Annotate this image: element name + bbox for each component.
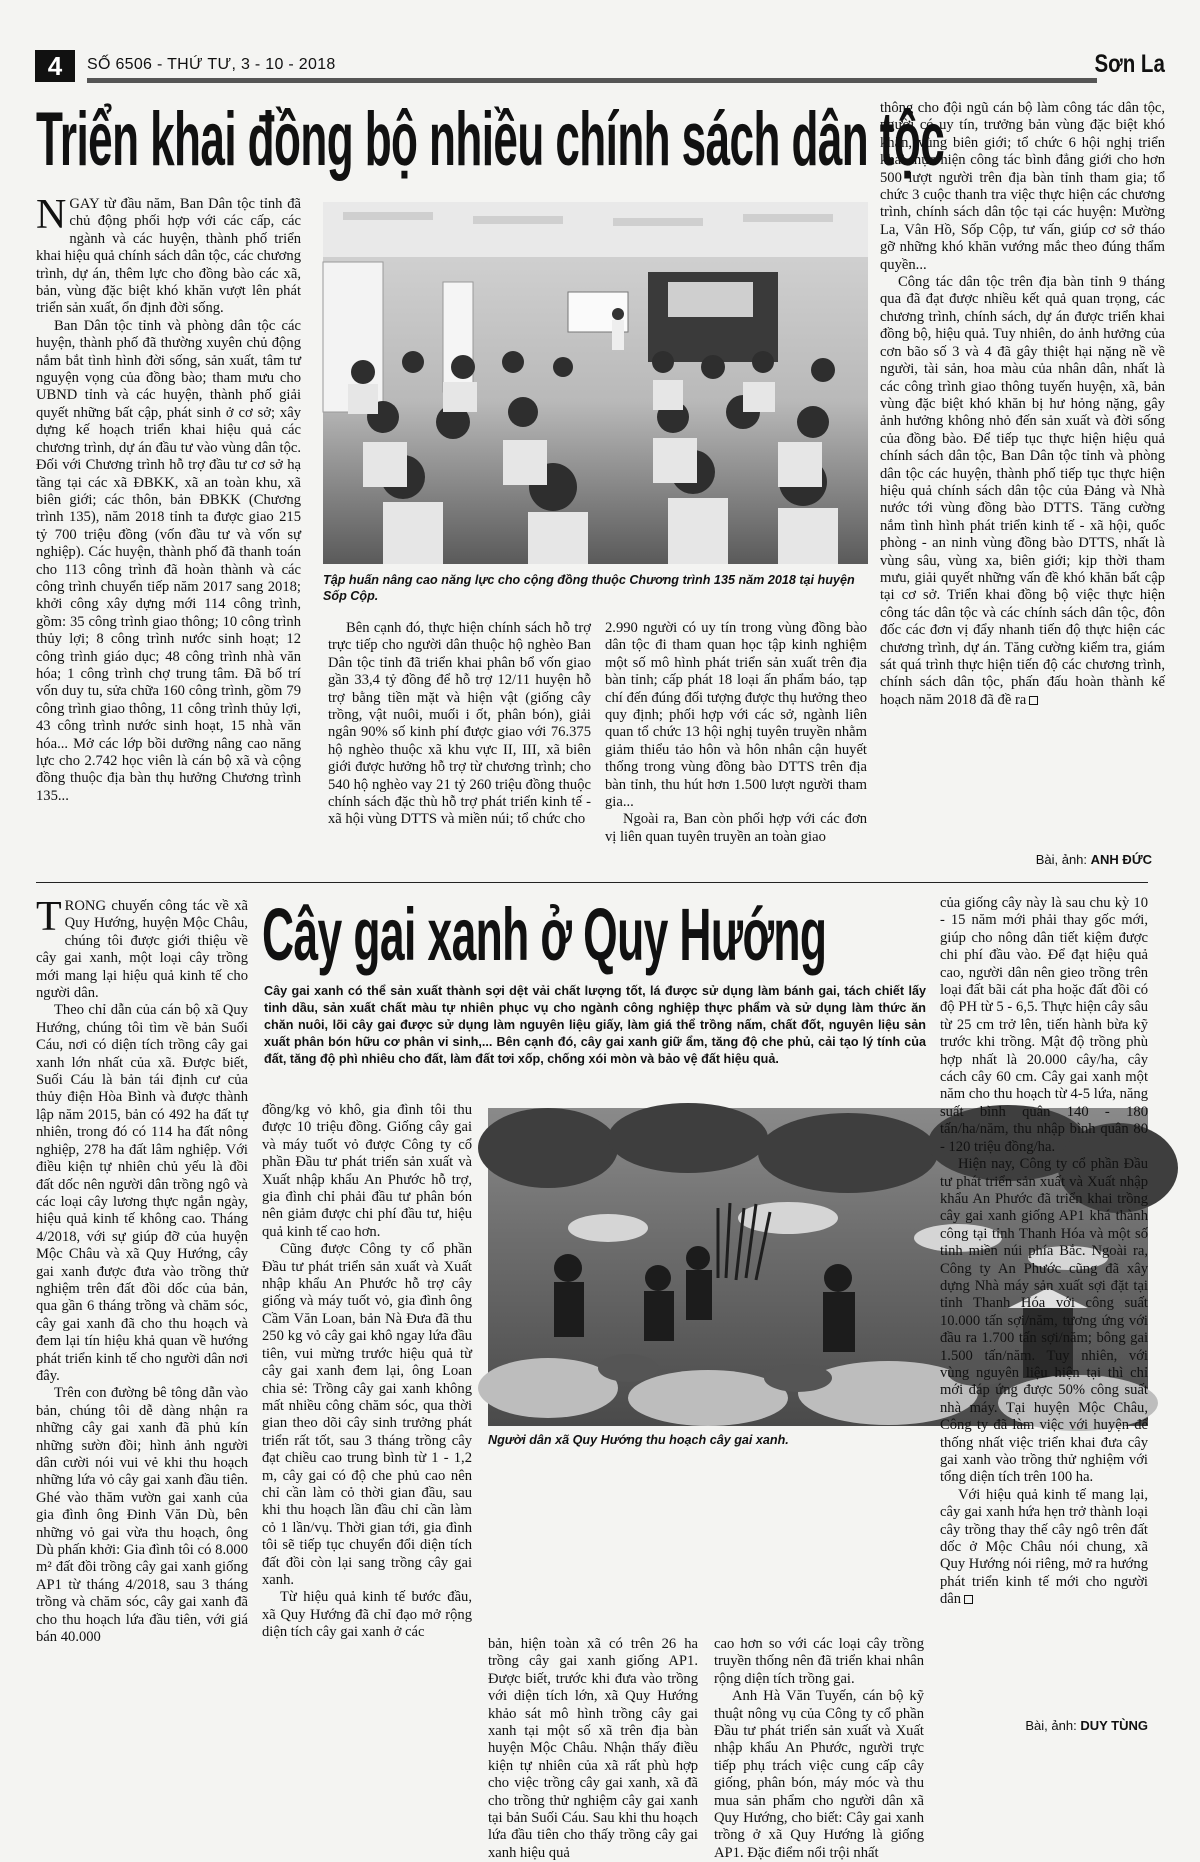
article2-paragraph: Với hiệu quả kinh tế mang lại, cây gai xanh hứa hẹn trở thành loại cây trồng thay thế cây ngô trên đất dốc ở Mộc Châu nói chung, xã Quy Hướng nói riêng, mở ra hướng phát triển kinh tế mới cho người dân: [940, 1486, 1148, 1608]
article1-headline: Triển khai đồng bộ nhiều chính sách dân tộc: [36, 97, 945, 182]
article2-column-3: [488, 1636, 698, 1861]
byline-label: Bài, ảnh:: [1025, 1718, 1077, 1733]
page-header: [35, 48, 1165, 84]
article1-paragraph: thông cho đội ngũ cán bộ làm công tác dân tộc, người có uy tín, trưởng bản vùng đặc biệt khó khăn, vùng biên giới; tổ chức 6 hội nghị triển khai thực hiện công tác bình đẳng giới cho hơn 500 lượt người trên địa bàn tỉnh tham gia; tổ chức 3 cuộc thanh tra việc thực hiện các chương trình, chính sách dân tộc tại các huyện: Mường La, Vân Hồ, Sốp Cộp, tư vấn, giúp cơ sở tháo gỡ những khó khăn vướng mắc theo đúng thẩm quyền...: [880, 100, 1165, 273]
article2-sapo: Cây gai xanh có thể sản xuất thành sợi dệt vải chất lượng tốt, lá được sử dụng làm bánh gai, tách chiết lấy tinh dầu, sản xuất chất màu tự nhiên phục vụ cho ngành công nghiệp thực phẩm và sử dụng làm thức ăn chăn nuôi, lõi cây gai được sử dụng làm nguyên liệu giấy, làm giá thể trồng nấm, chất đốt, nguyên liệu sản xuất phân bón hữu cơ phân vi sinh,... Bên cạnh đó, cây gai xanh giữ ẩm, tăng độ che phủ, cải tạo lý tính của đất, tăng độ phì nhiêu cho đất, làm đất tơi xốp, chống xói mòn và bảo vệ đất hiệu quả.: [264, 984, 926, 1066]
article2-paragraph: Hiện nay, Công ty cổ phần Đầu tư phát triển sản xuất và Xuất nhập khẩu An Phước đã triển khai trồng cây gai xanh giống AP1 khá thành công tại tỉnh Thanh Hóa và một số tỉnh miền núi phía Bắc. Ngoài ra, Công ty An Phước cũng đã xây dựng Nhà máy sản xuất sợi đặt tại tỉnh Thanh Hóa với công suất 10.000 tấn sợi/năm, tương ứng với đầu ra 1.700 tấn sợi/năm; bông gai 1.500 tấn/năm. Tuy nhiên, với vùng nguyên liệu hiện tại thì chỉ mới đáp ứng được 50% công suất nhà máy. Tại huyện Mộc Châu, Công ty đã làm việc với huyện để thống nhất việc triển khai đưa cây gai xanh vào trồng thử nghiệm với tổng diện tích trên 100 ha.: [940, 1156, 1148, 1486]
article2-column-5: [940, 895, 1148, 1715]
article1-byline: [880, 852, 1152, 867]
article1-paragraph: Bên cạnh đó, thực hiện chính sách hỗ trợ trực tiếp cho người dân thuộc hộ nghèo Ban Dân tộc tỉnh đã triển khai phân bổ vốn giao gần 33,4 tỷ đồng để hỗ trợ 12/11 huyện hỗ trợ bằng tiền mặt và hiện vật (giống cây trồng, vật nuôi, muối i ốt, phân bón), giải ngân 90% số kinh phí được giao với 76.375 hộ nghèo thuộc xã khu vực II, III, xã biên giới được hưởng hỗ trợ từ chương trình; cho 540 hộ nghèo vay 21 tỷ 260 triệu đồng thuộc chính sách đặc thù hỗ trợ phát triển kinh tế - xã hội vùng DTTS và miền núi; tổ chức cho: [328, 620, 591, 828]
page-number: 4: [35, 50, 75, 82]
article1-column-3: [605, 620, 867, 870]
issue-info: SỐ 6506 - THỨ TƯ, 3 - 10 - 2018: [87, 56, 336, 73]
section-name: Sơn La: [1094, 50, 1165, 78]
article1-paragraph: Ngoài ra, Ban còn phối hợp với các đơn vị liên quan tuyên truyền an toàn giao: [605, 811, 867, 845]
article2-photo-caption: Người dân xã Quy Hướng thu hoạch cây gai xanh.: [488, 1433, 789, 1447]
article1-dropcap: N: [36, 192, 67, 238]
article2-paragraph: cao hơn so với các loại cây trồng truyền thống nên đã triển khai nhân rộng diện tích trồng gai.: [714, 1636, 924, 1687]
article2-paragraph: Cũng được Công ty cổ phần Đầu tư phát triển sản xuất và Xuất nhập khẩu An Phước hỗ trợ cây giống và máy tuốt vỏ, gia đình ông Cầm Văn Loan, bản Nà Đưa đã thu 250 kg vỏ cây gai khô ngay lứa đầu tiên, vui mừng trước hiệu quả từ cây gai xanh đem lại, ông Loan chia sẻ: Trồng cây gai xanh không mất nhiều công chăm sóc, qua thời gian theo dõi cây sinh trưởng phát triển rất tốt, sau 3 tháng trồng cây đạt chiều cao trung bình từ 1 - 1,2 m, cây gai có độ che phủ cao nên chỉ cần làm cỏ thời gian đầu, sau khi thu hoạch lần đầu chỉ cần làm cỏ 1 lần/vụ. Thời gian tới, gia đình tôi sẽ tiếp tục chuyển đổi diện tích đất đồi còn lại sang trồng cây gai xanh.: [262, 1241, 472, 1588]
article2-paragraph: TRONG chuyến công tác về xã Quy Hướng, huyện Mộc Châu, chúng tôi được giới thiệu về cây gai xanh, một loại cây trồng mới mang lại hiệu quả kinh tế cho người dân.: [36, 894, 248, 1002]
training-hall-photo-icon: [323, 202, 868, 564]
article2-paragraph: Từ hiệu quả kinh tế bước đầu, xã Quy Hướng đã chỉ đạo mở rộng diện tích cây gai xanh ở các: [262, 1589, 472, 1641]
article2-byline: [940, 1718, 1148, 1733]
article-divider: [36, 882, 1148, 883]
article1-column-1: [36, 192, 301, 868]
article2-headline: Cây gai xanh ở Quy Hướng: [262, 893, 827, 976]
article2-column-1: [36, 894, 248, 1728]
article2-paragraph: Trên con đường bê tông dẫn vào bản, chúng tôi dễ dàng nhận ra những cây gai xanh đã phủ kín những sườn đồi; hình ảnh người dân cười nói vui vẻ khi thu hoạch những lứa vỏ cây gai xanh đầu tiên. Ghé vào thăm vườn gai xanh của gia đình ông Đinh Văn Dù, bên những vỏ gai vừa thu hoạch, ông Dù phấn khởi: Gia đình tôi có 8.000 m² đất đồi trồng cây gai xanh giống AP1 từ tháng 4/2018, sau 3 tháng trồng và chăm sóc, cây gai xanh đã cho thu hoạch lứa đầu tiên, với giá bán 40.000: [36, 1385, 248, 1646]
end-mark-icon: [1029, 696, 1038, 705]
article2-paragraph: đồng/kg vỏ khô, gia đình tôi thu được 10 triệu đồng. Giống cây gai và máy tuốt vỏ được Công ty cổ phần Đầu tư phát triển sản xuất và Xuất nhập khẩu An Phước hỗ trợ, gia đình chỉ phải đầu tư phân bón nên giảm được chi phí đầu tư, hiệu quả kinh tế cao hơn.: [262, 1102, 472, 1240]
article1-paragraph: Công tác dân tộc trên địa bàn tỉnh 9 tháng qua đã đạt được nhiều kết quả quan trọng, các chương trình, chính sách, dự án được triển khai đồng bộ, hiệu quả. Tuy nhiên, do ảnh hưởng của cơn bão số 3 và 4 đã gây thiệt hại nặng nề về người, tài sản, hoa màu của nhân dân, nhất là các công trình giao thông tuyến huyện, xã, bản vùng đặc biệt khó khăn bị hư hỏng nặng, gây ảnh hưởng không nhỏ đến sản xuất và đời sống của đồng bào. Để tiếp tục thực hiện hiệu quả chính sách dân tộc, Ban Dân tộc tỉnh và phòng dân tộc các huyện, thành phố tiếp tục thực hiện hiệu quả chính sách dân tộc của Đảng và Nhà nước tới vùng đồng bào DTTS. Tăng cường nắm tình hình phát triển kinh tế - xã hội, quốc phòng - an ninh vùng đồng bào DTTS, nhất là vùng sâu, vùng xa, biên giới; kịp thời tham mưu, giải quyết những vấn đề khó khăn bất cập tại cơ sở. Triển khai đồng bộ việc thực hiện công tác dân tộc và các chính sách dân tộc, đôn đốc các đơn vị đẩy nhanh tiến độ thực hiện các chương trình, dự án. Tăng cường kiểm tra, giám sát quá trình thực hiện tiến độ các chương trình, chính sách dân tộc, phấn đấu hoàn thành kế hoạch năm 2018 đã đề ra: [880, 274, 1165, 708]
byline-author: ANH ĐỨC: [1090, 852, 1152, 867]
article1-column-2: [328, 620, 591, 870]
article2-dropcap: T: [36, 894, 62, 940]
article2-paragraph: của giống cây này là sau chu kỳ 10 - 15 năm mới phải thay gốc mới, giúp cho nông dân tiết kiệm được chi phí đầu vào. Để đạt hiệu quả cao, người dân nên gieo trồng trên loại đất bãi cát pha hoặc đất đồi có độ PH từ 5 - 6,5. Thực hiện cây sâu từ 25 cm trở lên, tiến hành bừa kỹ trước khi trồng. Mật độ trồng phù hợp nhất là 20.000 cây/ha, cây cách cây 60 cm. Cây gai xanh một năm cho thu hoạch từ 4-5 lứa, năng suất bình quân 140 - 180 tấn/ha/năm, thu nhập bình quân 80 - 120 triệu đồng/ha.: [940, 895, 1148, 1155]
article1-photo: [323, 202, 868, 564]
article1-column-4: [880, 100, 1165, 852]
byline-label: Bài, ảnh:: [1035, 852, 1088, 867]
article2-column-2: [262, 1102, 472, 1732]
byline-author: DUY TÙNG: [1080, 1718, 1148, 1733]
article2-paragraph: Anh Hà Văn Tuyến, cán bộ kỹ thuật nông vụ của Công ty cổ phần Đầu tư phát triển sản xuất và Xuất nhập khẩu An Phước, người trực tiếp phụ trách việc cung cấp cây giống, phân bón, máy móc và thu mua sản phẩm cho người dân xã Quy Hướng, cho biết: Cây gai xanh trồng ở xã Quy Hướng là giống AP1. Đặc điểm nổi trội nhất: [714, 1688, 924, 1861]
article1-photo-caption: Tập huấn nâng cao năng lực cho cộng đồng thuộc Chương trình 135 năm 2018 tại huyện Sốp Cộp.: [323, 573, 855, 603]
article1-paragraph: Ban Dân tộc tỉnh và phòng dân tộc các huyện, thành phố đã thường xuyên chủ động nắm bắt tình hình đời sống, sản xuất, tâm tư nguyện vọng của đồng bào; tham mưu cho UBND tỉnh và các huyện, thành phố giải quyết những bất cập, phát sinh ở cơ sở; xây dựng kế hoạch triển khai hiệu quả các chương trình, dự án đầu tư vào vùng dân tộc. Đối với Chương trình hỗ trợ đầu tư cơ sở hạ tầng tại các xã ĐBKK, xã an toàn khu, xã biên giới; các thôn, bản ĐBKK (Chương trình 135), năm 2018 tỉnh ta được giao 215 tỷ 700 triệu đồng (vốn đầu tư và vốn sự nghiệp). Các huyện, thành phố đã thanh toán cho 113 công trình đã hoàn thành và các công trình chuyển tiếp năm 2017 sang 2018; khởi công xây dựng mới 114 công trình, gồm: 35 công trình giao thông; 10 công trình thủy lợi; 8 công trình nước sinh hoạt; 12 công trình giáo dục; 48 công trình nhà văn hóa; 1 công trình chợ trung tâm. Đã bố trí vốn duy tu, sửa chữa 160 công trình, gồm 79 công trình giao thông, 11 công trình thủy lợi, 43 công trình nước sinh hoạt, 15 nhà văn hóa... Mở các lớp bồi dưỡng nâng cao năng lực cho 2.742 học viên là cán bộ xã và cộng đồng thuộc địa bàn thụ hưởng Chương trình 135...: [36, 317, 301, 804]
article2-paragraph: bản, hiện toàn xã có trên 26 ha trồng cây gai xanh giống AP1. Được biết, trước khi đưa vào trồng với diện tích lớn, xã Quy Hướng khảo sát mô hình trồng cây gai xanh tại một số xã trên địa bàn huyện Mộc Châu. Nhận thấy điều kiện tự nhiên của xã rất phù hợp cho việc trồng cây gai xanh, xã đã cho trồng thử nghiệm cây gai xanh tại bản Suối Cáu. Sau khi thu hoạch lứa đầu tiên cho thấy trồng cây gai xanh hiệu quả: [488, 1636, 698, 1861]
end-mark-icon: [964, 1595, 973, 1604]
article2-column-4: [714, 1636, 924, 1861]
header-rule: [87, 78, 1097, 83]
article2-paragraph: Theo chỉ dẫn của cán bộ xã Quy Hướng, chúng tôi tìm về bản Suối Cáu, nơi có diện tích trồng cây gai xanh lớn nhất của xã. Được biết, Suối Cáu là bản tái định cư của thủy điện Hòa Bình và được thành lập năm 2015, bản có 492 ha đất tự nhiên, trong đó có 114 ha đất nông nghiệp, 278 ha đất lâm nghiệp. Với điều kiện tự nhiên chủ yếu là đồi đất dốc nên người dân trồng ngô và các loại cây lương thực ngắn ngày, hiệu quả kinh tế không cao. Tháng 4/2018, với sự giúp đỡ của huyện Mộc Châu và xã Quy Hướng, cây gai xanh được đưa vào trồng thử nghiệm trên đất đồi dốc của bản, qua gần 6 tháng trồng và chăm sóc, cây gai xanh đã cho thu hoạch và đem lại tín hiệu khả quan về hướng phát triển kinh tế cho người dân nơi đây.: [36, 1002, 248, 1384]
article1-paragraph: 2.990 người có uy tín trong vùng đồng bào dân tộc đi tham quan học tập kinh nghiệm một số mô hình phát triển sản xuất trên địa bàn tỉnh; cấp phát 18 loại ấn phẩm báo, tạp chí đến đúng đối tượng được thụ hưởng theo quy định; phối hợp với các sở, ngành liên quan tổ chức 13 hội nghị tuyên truyền nhằm giảm thiểu tảo hôn và hôn nhân cận huyết thống trong vùng đồng bào DTTS trên địa bàn tỉnh, thu hút hơn 1.500 lượt người tham gia...: [605, 620, 867, 811]
article1-paragraph: NGAY từ đầu năm, Ban Dân tộc tỉnh đã chủ động phối hợp với các cấp, các ngành và các huyện, thành phố triển khai hiệu quả chính sách dân tộc, các chương trình, dự án, thêm lực cho đồng bào các xã, bản, vùng đặc biệt khó khăn vượt lên phát triển sản xuất, ổn định đời sống.: [36, 192, 301, 317]
